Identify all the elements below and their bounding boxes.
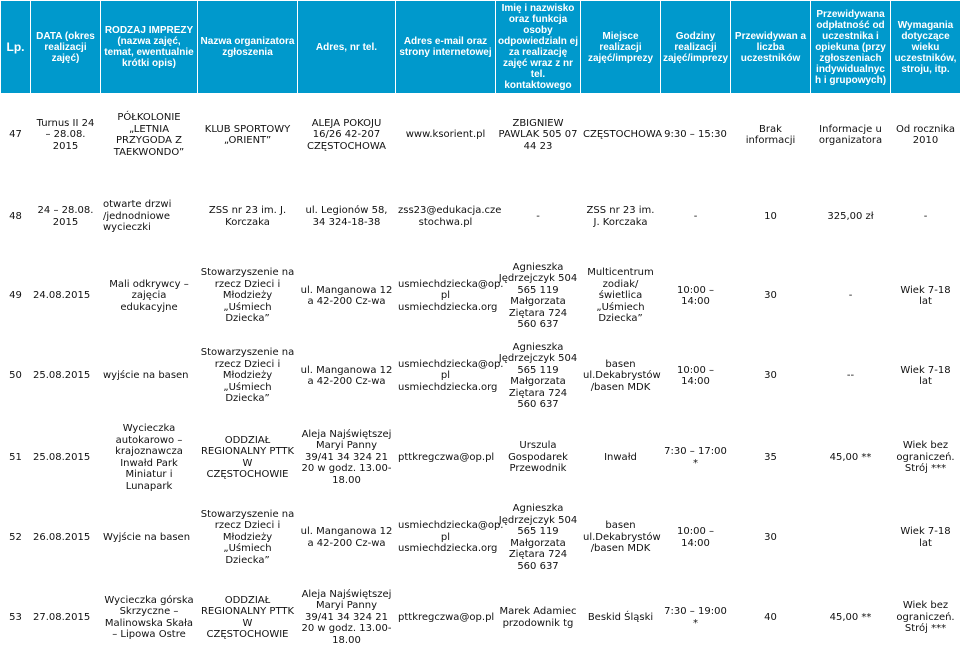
cell-miejsce: basen ul.Dekabrystów /basen MDK xyxy=(581,336,661,417)
header-adres: Adres, nr tel. xyxy=(298,1,396,94)
cell-osoba: Urszula Gospodarek Przewodnik xyxy=(496,417,581,499)
cell-rodzaj: otwarte drzwi /jednodniowe wycieczki xyxy=(101,177,198,257)
cell-lp: 50 xyxy=(1,336,31,417)
cell-godziny: 7:30 – 19:00 * xyxy=(661,577,731,659)
cell-liczba: 30 xyxy=(731,336,811,417)
cell-odplatnosc: -- xyxy=(811,336,891,417)
cell-lp: 53 xyxy=(1,577,31,659)
cell-adres: ul. Manganowa 12 a 42-200 Cz-wa xyxy=(298,499,396,577)
cell-miejsce: Multicentrum zodiak/świetlica „Uśmiech Dziecka” xyxy=(581,257,661,336)
cell-osoba: Marek Adamiec przodownik tg xyxy=(496,577,581,659)
cell-miejsce: ZSS nr 23 im. J. Korczaka xyxy=(581,177,661,257)
cell-data: 24 – 28.08. 2015 xyxy=(31,177,101,257)
cell-godziny: 10:00 – 14:00 xyxy=(661,336,731,417)
cell-organizator: KLUB SPORTOWY „ORIENT” xyxy=(198,94,298,177)
cell-liczba: 30 xyxy=(731,257,811,336)
header-rodzaj: RODZAJ IMPREZY (nazwa zajęć, temat, ewentualnie krótki opis) xyxy=(101,1,198,94)
cell-organizator: ODDZIAŁ REGIONALNY PTTK W CZĘSTOCHOWIE xyxy=(198,417,298,499)
cell-odplatnosc: 45,00 ** xyxy=(811,577,891,659)
header-email: Adres e-mail oraz strony internetowej xyxy=(396,1,496,94)
table-row xyxy=(1,499,960,577)
cell-odplatnosc: 45,00 ** xyxy=(811,417,891,499)
cell-wymagania: Od rocznika 2010 xyxy=(891,94,960,177)
cell-liczba: 30 xyxy=(731,499,811,577)
cell-lp: 48 xyxy=(1,177,31,257)
table-row xyxy=(1,577,960,659)
cell-lp: 51 xyxy=(1,417,31,499)
cell-data: 26.08.2015 xyxy=(31,499,101,577)
cell-wymagania: - xyxy=(891,177,960,257)
cell-rodzaj: Wyjście na basen xyxy=(101,499,198,577)
cell-liczba: 10 xyxy=(731,177,811,257)
cell-osoba: Agnieszka Jędrzejczyk 504 565 119 Małgorzata Ziętara 724 560 637 xyxy=(496,336,581,417)
cell-lp: 52 xyxy=(1,499,31,577)
cell-godziny: 10:00 – 14:00 xyxy=(661,257,731,336)
cell-email: usmiechdziecka@op. pl usmiechdziecka.org xyxy=(396,257,496,336)
header-odplatnosc: Przewidywana odpłatność od uczestnika i opiekuna (przy zgłoszeniach indywidualnyc h i grupowych) xyxy=(811,1,891,94)
cell-organizator: Stowarzyszenie na rzecz Dzieci i Młodzieży „Uśmiech Dziecka” xyxy=(198,336,298,417)
table-row xyxy=(1,417,960,499)
cell-adres: ul. Manganowa 12 a 42-200 Cz-wa xyxy=(298,257,396,336)
cell-wymagania: Wiek 7-18 lat xyxy=(891,336,960,417)
cell-lp: 49 xyxy=(1,257,31,336)
header-data: DATA (okres realizacji zajęć) xyxy=(31,1,101,94)
table-row xyxy=(1,94,960,177)
cell-osoba: Agnieszka Jędrzejczyk 504 565 119 Małgorzata Ziętara 724 560 637 xyxy=(496,499,581,577)
cell-godziny: 10:00 – 14:00 xyxy=(661,499,731,577)
table-row xyxy=(1,177,960,257)
cell-lp: 47 xyxy=(1,94,31,177)
header-lp: Lp. xyxy=(1,1,31,94)
cell-data: 25.08.2015 xyxy=(31,336,101,417)
cell-osoba: Agnieszka Jędrzejczyk 504 565 119 Małgorzata Ziętara 724 560 637 xyxy=(496,257,581,336)
cell-odplatnosc: - xyxy=(811,257,891,336)
cell-odplatnosc: 325,00 zł xyxy=(811,177,891,257)
header-wymagania: Wymagania dotyczące wieku uczestników, stroju, itp. xyxy=(891,1,960,94)
cell-rodzaj: wyjście na basen xyxy=(101,336,198,417)
cell-osoba: - xyxy=(496,177,581,257)
cell-email: usmiechdziecka@op. pl usmiechdziecka.org xyxy=(396,336,496,417)
cell-liczba: 35 xyxy=(731,417,811,499)
cell-wymagania: Wiek bez ograniczeń. Strój *** xyxy=(891,577,960,659)
cell-rodzaj: Wycieczka autokarowo – krajoznawcza Inwałd Park Miniatur i Lunapark xyxy=(101,417,198,499)
cell-email: pttkregczwa@op.pl xyxy=(396,417,496,499)
cell-organizator: Stowarzyszenie na rzecz Dzieci i Młodzieży „Uśmiech Dziecka” xyxy=(198,499,298,577)
cell-email: usmiechdziecka@op. pl usmiechdziecka.org xyxy=(396,499,496,577)
cell-rodzaj: Mali odkrywcy – zajęcia edukacyjne xyxy=(101,257,198,336)
header-osoba: Imię i nazwisko oraz funkcja osoby odpowiedzialn ej za realizację zajęć wraz z nr tel. kontaktowego xyxy=(496,1,581,94)
header-godziny: Godziny realizacji zajęć/imprezy xyxy=(661,1,731,94)
cell-organizator: ODDZIAŁ REGIONALNY PTTK W CZĘSTOCHOWIE xyxy=(198,577,298,659)
cell-godziny: - xyxy=(661,177,731,257)
cell-osoba: ZBIGNIEW PAWLAK 505 07 44 23 xyxy=(496,94,581,177)
cell-godziny: 9:30 – 15:30 xyxy=(661,94,731,177)
cell-rodzaj: PÓŁKOLONIE „LETNIA PRZYGODA Z TAEKWONDO” xyxy=(101,94,198,177)
cell-adres: Aleja Najświętszej Maryi Panny 39/41 34 324 21 20 w godz. 13.00- 18.00 xyxy=(298,417,396,499)
table-row xyxy=(1,257,960,336)
header-organizator: Nazwa organizatora zgłoszenia xyxy=(198,1,298,94)
cell-odplatnosc: Informacje u organizatora xyxy=(811,94,891,177)
cell-miejsce: Beskid Śląski xyxy=(581,577,661,659)
cell-organizator: Stowarzyszenie na rzecz Dzieci i Młodzieży „Uśmiech Dziecka” xyxy=(198,257,298,336)
cell-data: Turnus II 24 – 28.08. 2015 xyxy=(31,94,101,177)
cell-wymagania: Wiek 7-18 lat xyxy=(891,499,960,577)
cell-data: 27.08.2015 xyxy=(31,577,101,659)
cell-adres: ALEJA POKOJU 16/26 42-207 CZĘSTOCHOWA xyxy=(298,94,396,177)
cell-email: zss23@edukacja.cze stochwa.pl xyxy=(396,177,496,257)
cell-adres: ul. Legionów 58, 34 324-18-38 xyxy=(298,177,396,257)
header-miejsce: Miejsce realizacji zajęć/imprezy xyxy=(581,1,661,94)
cell-miejsce: basen ul.Dekabrystów /basen MDK xyxy=(581,499,661,577)
cell-adres: Aleja Najświętszej Maryi Panny 39/41 34 324 21 20 w godz. 13.00- 18.00 xyxy=(298,577,396,659)
cell-email: www.ksorient.pl xyxy=(396,94,496,177)
header-liczba: Przewidywan a liczba uczestników xyxy=(731,1,811,94)
cell-adres: ul. Manganowa 12 a 42-200 Cz-wa xyxy=(298,336,396,417)
cell-liczba: Brak informacji xyxy=(731,94,811,177)
cell-wymagania: Wiek 7-18 lat xyxy=(891,257,960,336)
cell-liczba: 40 xyxy=(731,577,811,659)
cell-odplatnosc xyxy=(811,499,891,577)
cell-miejsce: Inwałd xyxy=(581,417,661,499)
cell-godziny: 7:30 – 17:00 * xyxy=(661,417,731,499)
cell-email: pttkregczwa@op.pl xyxy=(396,577,496,659)
cell-data: 25.08.2015 xyxy=(31,417,101,499)
header-row xyxy=(1,1,960,94)
cell-wymagania: Wiek bez ograniczeń. Strój *** xyxy=(891,417,960,499)
cell-organizator: ZSS nr 23 im. J. Korczaka xyxy=(198,177,298,257)
cell-miejsce: CZĘSTOCHOWA xyxy=(581,94,661,177)
cell-rodzaj: Wycieczka górska Skrzyczne – Malinowska Skała – Lipowa Ostre xyxy=(101,577,198,659)
table-row xyxy=(1,336,960,417)
cell-data: 24.08.2015 xyxy=(31,257,101,336)
